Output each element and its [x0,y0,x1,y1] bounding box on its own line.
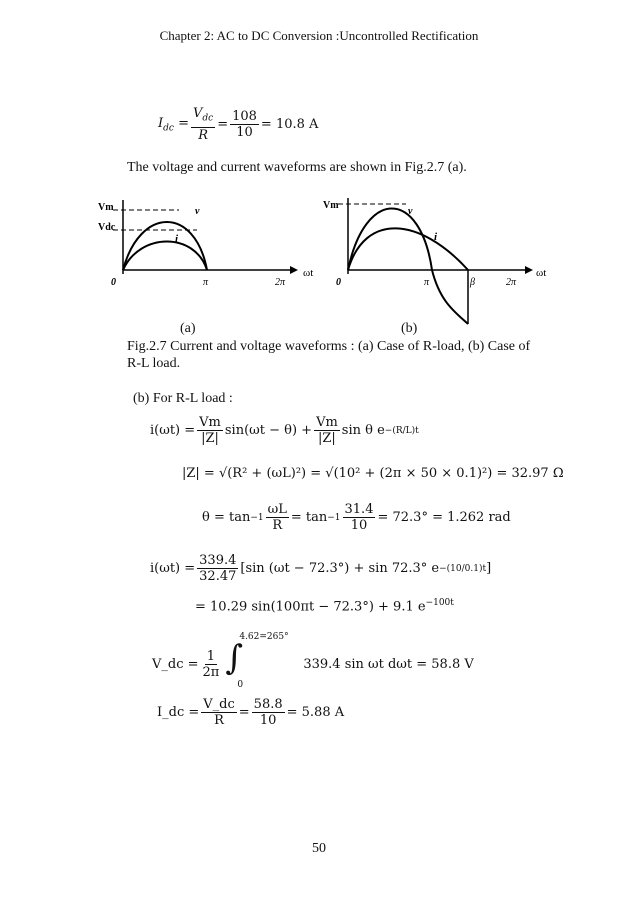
vdc-label-a: Vdc [98,222,116,233]
figure-b [320,192,560,332]
caption-line-2: R-L load. [127,356,181,371]
i-label-b: i [434,231,438,243]
vdc-equation: V_dc = $\frac{1}{2\pi}$ ∫ 4.62=265° 0 339.4 sin ωt dωt = 58.8 V [152,632,474,690]
idc-equation: $I_{dc}$ = $\frac{V_{dc}}{R}$ = $\frac{108}{10}$ = 10.8 A [158,106,319,143]
rl-heading: (b) For R-L load : [133,391,233,406]
pi-a: π [203,277,209,288]
current-curve-a [123,242,207,271]
v-label-b: v [408,206,413,217]
two-pi-a: 2π [275,277,286,288]
i-label-a: i [175,233,179,245]
origin-b: 0 [336,277,341,288]
i-simplified-equation: = 10.29 sin(100πt − 72.3°) + 9.1 $e^{-100t}$ [195,598,454,615]
figure-a-label: (a) [180,321,196,336]
pi-b: π [424,277,430,288]
caption-line-1: Fig.2.7 Current and voltage waveforms : (a) Case of R-load, (b) Case of [127,339,531,354]
i-equation: i(ωt) = $\frac{Vm}{|Z|}$ sin(ωt − θ) + $\frac{Vm}{|Z|}$ sin θ e −(R/L)t [150,415,419,446]
axis-b: ωt [536,267,547,279]
voltage-curve-b [348,209,468,325]
page-number: 50 [312,841,326,856]
origin-a: 0 [111,277,116,288]
vm-label-a: Vm [98,202,114,213]
current-curve-b [348,228,468,270]
two-pi-b: 2π [506,277,517,288]
figure-a [95,192,320,332]
waveform-sentence: The voltage and current waveforms are shown in Fig.2.7 (a). [127,160,467,175]
voltage-curve-a [123,222,207,270]
frac-108-10: $\frac{108}{10}$ [232,108,257,140]
idc-lhs: $I_{dc}$ = [158,115,189,134]
z-equation: |Z| = √(R² + (ωL)²) = √(10² + (2π × 50 × 0.1)²) = 32.97 Ω [182,466,564,481]
figure-b-label: (b) [401,321,418,336]
v-label-a: v [195,206,200,217]
frac-vdc-r: $\frac{V_{dc}}{R}$ [192,106,214,143]
page-header: Chapter 2: AC to DC Conversion :Uncontrolled Rectification [159,28,479,43]
idc-result: = 10.8 A [260,116,319,132]
idc-equation-2: I_dc = $\frac{V\_dc}{R}$ = $\frac{58.8}{10}$ = 5.88 A [157,697,345,728]
vm-label-b: Vm [323,200,339,211]
theta-equation: θ = tan −1 $\frac{\omega L}{R}$ = tan −1 $\frac{31.4}{10}$ = 72.3° = 1.262 rad [202,502,511,533]
i-numeric-equation: i(ωt) = $\frac{339.4}{32.47}$ [sin (ωt − 72.3°) + sin 72.3° e −(10/0.1)t ] [150,553,492,584]
beta-b: β [470,277,475,288]
axis-a: ωt [303,267,314,279]
